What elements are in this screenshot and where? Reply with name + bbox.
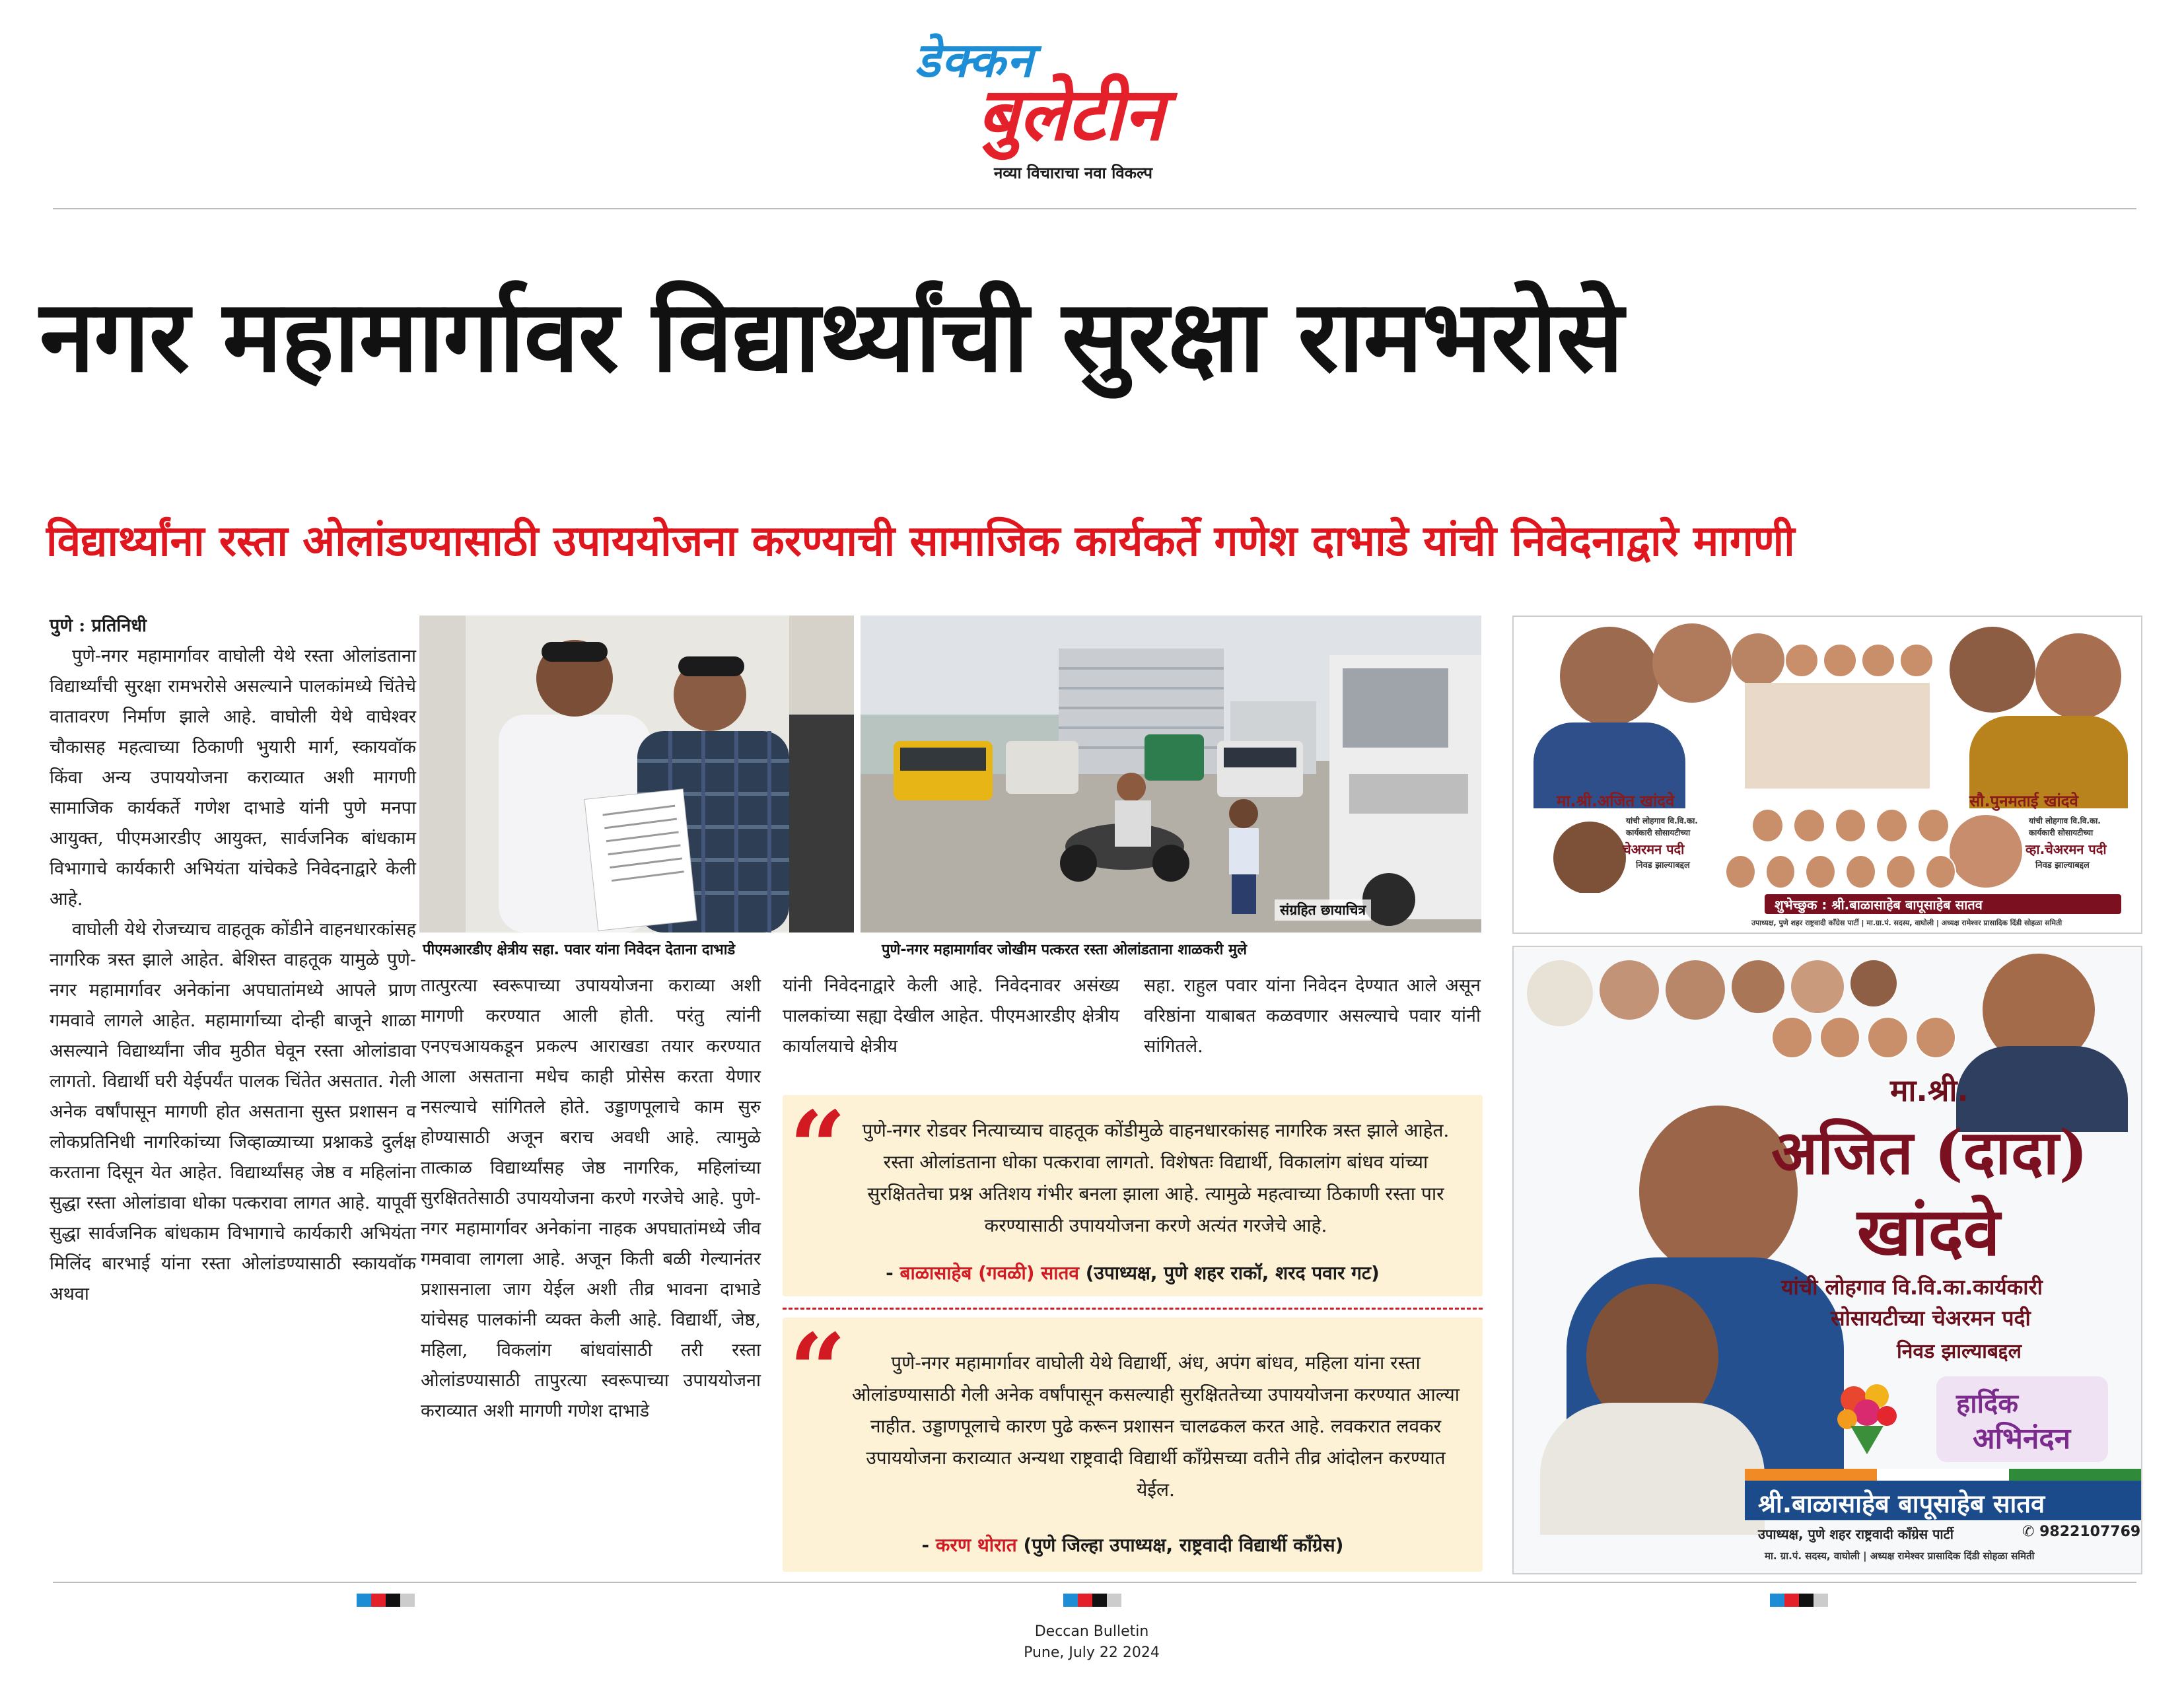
registration-mark [1063,1594,1121,1607]
ad1-greeting: शुभेच्छुक : श्री.बाळासाहेब बापूसाहेब सातव [1775,897,1983,913]
ad1-line-right-2: कार्यकारी सोसायटीच्या [2029,828,2094,837]
footer-paper-name: Deccan Bulletin [1034,1623,1149,1640]
quote-separator [783,1308,1483,1310]
article-column-3 [783,971,1119,1062]
quote-1-attribution [783,1260,1483,1285]
ad2-sponsor-role: उपाध्यक्ष, पुणे शहर राष्ट्रवादी काँग्रेस पार्टी [1758,1526,1954,1542]
logo-line1: डेक्कन [915,32,1035,88]
top-divider [53,208,2136,209]
article-paragraph: तात्पुरत्या स्वरूपाच्या उपाययोजना कराव्या अशी मागणी करण्यात आली होती. परंतु त्यांनी एनएचआयकडून प्रकल्प आराखडा तयार करण्यात आला असताना मधेच काही प्रोसेस करता येणार नसल्याचे सांगितले होते. उड्डाणपूलाचे काम सुरु होण्यासाठी अजून बराच अवधी आहे. त्यामुळे तात्काळ विद्यार्थ्यांसह जेष्ठ नागरिक, महिलांच्या सुरक्षिततेसाठी उपाययोजना करणे गरजेचे आहे. पुणे-नगर महामार्गावर अनेकांना नाहक अपघातांमध्ये जीव गमवावा लागला आहे. अजून किती बळी गेल्यानंतर प्रशासनाला जाग येईल अशी तीव्र भावना दाभाडे यांचेसह पालकांनी व्यक्त केली आहे. विद्यार्थी, जेष्ठ, महिला, विकलांग बांधवांसाठी तरी रस्ता ओलांडण्यासाठी तापुरत्या स्वरूपाच्या उपाययोजना कराव्यात अशी मागणी गणेश दाभाडे [421,975,761,1421]
ad2-phone: 9822107769 [2039,1524,2141,1540]
ad1-mini-portrait [1917,808,1950,843]
ad1-mini-portrait [1725,855,1756,889]
ad2-phone-row [2022,1524,2140,1540]
ad2-sponsor: श्री.बाळासाहेब बापूसाहेब सातव [1758,1489,2045,1518]
quote-mark-icon: “ [789,1090,847,1206]
ad1-mini-portrait [1925,855,1956,889]
headline: नगर महामार्गावर विद्यार्थ्यांची सुरक्षा रामभरोसे [40,279,1623,394]
ad1-post-right: व्हा.चेअरमन पदी [2025,841,2107,857]
ad1-committee-row [1751,808,1950,848]
footer-date: Pune, July 22 2024 [1024,1644,1160,1661]
ad2-leader-portrait [1791,960,1844,1013]
ad2-mini-portrait [1771,1016,1813,1059]
ad2-leader-portrait [1600,960,1659,1020]
ad1-portrait [1652,623,1732,703]
ad1-sub-left: निवड झाल्याबद्दल [1636,861,1690,870]
quote-mark-icon: “ [789,1312,847,1428]
ad2-badge-line2: अभिनंदन [1973,1422,2071,1456]
ad2-name-line2: खांदवे [1857,1193,2000,1271]
ad1-portrait [2035,633,2121,719]
ad1-mini-portrait [1845,855,1876,889]
article-column-1 [50,611,416,1310]
quote-2-role: (पुणे जिल्हा उपाध्यक्ष, राष्ट्रवादी विद्यार्थी काँग्रेस) [1023,1534,1344,1556]
ad1-footer: उपाध्यक्ष, पुणे शहर राष्ट्रवादी काँग्रेस पार्टी | मा.ग्रा.पं. सदस्य, वाघोली | अध्यक्ष रामेश्वर प्रासादिक दिंडी सोहळा समिती [1751,919,2062,927]
ad1-footer-band [1514,893,2141,931]
ad2-line3: निवड झाल्याबद्दल [1897,1340,2022,1363]
ad1-portrait [1950,815,2022,888]
phone-icon: ✆ [2022,1524,2035,1540]
quote-1-text: पुणे-नगर रोडवर नित्याच्याच वाहतूक कोंडीमुळे वाहनधारकांसह नागरिक त्रस्त झाले आहेत. रस्ता ओलांडताना धोका पत्करावा लागतो. विशेषतः विद्यार्थी, विकालांग बांधव यांच्या सुरक्षिततेचा प्रश्न अतिशय गंभीर बनला झाला आहे. त्यामुळे महत्वाच्या ठिकाणी रस्ता पार करण्यासाठी उपाययोजना करणे अत्यंत गरजेचे आहे. [862,1119,1450,1236]
masthead-logo [898,26,1268,185]
ad-congratulations-1 [1512,616,2142,934]
ad1-name-right: सौ.पुनमताई खांदवे [1969,792,2078,810]
ad1-sub-right: निवड झाल्याबद्दल [2035,861,2090,870]
article-column-4 [1144,971,1481,1062]
ad1-mini-portrait [1805,855,1836,889]
ad2-line2: सोसायटीच्या चेअरमन पदी [1831,1306,2031,1331]
ad2-footer: मा. ग्रा.पं. सदस्य, वाघोली | अध्यक्ष रामेश्वर प्रासादिक दिंडी सोहळा समिती [1765,1550,2035,1562]
ad2-leader-portrait [1732,960,1784,1013]
ad1-mini-portrait [1823,643,1857,678]
photo1-caption: पीएमआरडीए क्षेत्रीय सहा. पवार यांना निवेदन देताना दाभाडे [423,942,736,958]
quote-2-text: पुणे-नगर महामार्गावर वाघोली येथे विद्यार्थी, अंध, अपंग बांधव, महिला यांना रस्ता ओलांडण्यासाठी गेली अनेक वर्षांपासून कसल्याही सुरक्षिततेच्या उपाययोजना करण्यात आल्या नाहीत. उड्डाणपूलाचे कारण पुढे करून प्रशासन चालढकल करत आहे. लवकरात लवकर उपाययोजना कराव्यात अन्यथा राष्ट्रवादी विद्यार्थी काँग्रेसच्या वतीने तीव्र आंदोलन करण्यात येईल. [851,1352,1460,1500]
registration-mark [1770,1594,1828,1607]
ad2-honorific: मा.श्री. [1890,1073,1969,1108]
ad2-leader-portrait [1527,960,1593,1026]
quote-1-dash: - [886,1262,900,1284]
ad2-badge-line1: हार्दिक [1956,1389,2018,1419]
ad2-line1: यांची लोहगाव वि.वि.का.कार्यकारी [1781,1275,2043,1300]
ad1-portrait [1950,627,2035,713]
ad1-mini-portrait [1765,855,1796,889]
ad-congratulations-2 [1512,946,2142,1574]
ad1-portrait [1553,822,1626,894]
ad1-portrait [1732,633,1784,686]
quote-box-1 [783,1090,1483,1296]
ad1-mini-portrait [1861,643,1895,678]
ad2-leader-portrait [1666,960,1725,1020]
registration-mark [357,1594,415,1607]
logo-line2: बुलेटीन [977,72,1164,157]
bouquet-icon [1831,1376,1903,1456]
article-paragraph: पुणे-नगर महामार्गावर वाघोली येथे रस्ता ओलांडताना विद्यार्थ्यांची सुरक्षा रामभरोसे असल्याने पालकांमध्ये चिंतेचे वातावरण निर्माण झाले आहे. वाघोली येथे वाघेश्वर चौकासह महत्वाच्या ठिकाणी भुयारी मार्ग, स्कायवॉक किंवा अन्य उपाययोजना कराव्यात अशी मागणी सामाजिक कार्यकर्ते गणेश दाभाडे यांनी पुणे मनपा आयुक्त, पीएमआरडीए आयुक्त, सार्वजनिक बांधकाम विभागाचे कार्यकारी अभियंता यांचेकडे निवेदनाद्वारे केली आहे. [50,646,416,909]
article-paragraph: वाघोली येथे रोजच्याच वाहतूक कोंडीने वाहनधारकांसह नागरिक त्रस्त झाले आहेत. बेशिस्त वाहतूक यामुळे पुणे-नगर महामार्गावर अनेकांना अपघातांमध्ये आपले प्राण गमवावे लागले आहेत. महामार्गाच्या दोन्ही बाजूने शाळा असल्याने विद्यार्थ्यांना जीव मुठीत घेवून रस्ता ओलांडावा लागतो. विद्यार्थी घरी येईपर्यंत पालक चिंतेत असतात. गेली अनेक वर्षांपासून मागणी होत असताना सुस्त प्रशासन व लोकप्रतिनिधी नागरिकांच्या जिव्हाळ्याच्या प्रश्नाकडे दुर्लक्ष करताना दिसून येत आहेत. विद्यार्थ्यांसह जेष्ठ व महिलांना सुद्धा रस्ता ओलांडावा धोका पत्करावा लागत आहे. यापूर्वी सुद्धा सार्वजनिक बांधकाम विभागाचे कार्यकारी अभियंता मिलिंद बारभाई यांना रस्ता ओलांडण्यासाठी स्कायवॉक अथवा [50,919,416,1304]
ad2-sponsor-bar [1745,1481,2141,1520]
quote-2-name: करण थोरात [935,1534,1017,1556]
article-paragraph: यांनी निवेदनाद्वारे केली आहे. निवेदनावर असंख्य पालकांच्या सह्या देखील आहेत. पीएमआरडीए क्षेत्रीय कार्यालयाचे क्षेत्रीय [783,975,1119,1057]
ad1-leader-strip [1784,643,1943,676]
ad1-mini-portrait [1784,643,1819,678]
quote-1-name: बाळासाहेब (गवळी) सातव [899,1262,1079,1284]
ad1-group-photo [1745,683,1930,789]
quote-box-2 [783,1312,1483,1572]
ad2-mini-portrait [1915,1016,1957,1059]
photo2-caption: पुणे-नगर महामार्गावर जोखीम पत्करत रस्ता ओलांडताना शाळकरी मुले [882,942,1248,958]
ad1-portrait [1560,627,1659,726]
ad2-leader-portrait [1850,960,1897,1006]
tricolor-strip [1745,1469,2141,1482]
ad1-line-left-1: यांची लोहगाव वि.वि.का. [1626,816,1698,826]
ad1-mini-portrait [1751,808,1784,843]
article-paragraph: सहा. राहुल पवार यांना निवेदन देण्यात आले असून वरिष्ठांना याबाबत कळवणार असल्याचे पवार यांनी सांगितले. [1144,975,1481,1057]
photo-highway-crossing [861,616,1481,933]
photo2-credit: संग्रहित छायाचित्र [1275,899,1371,921]
ad1-name-left: मा.श्री.अजित खांदवे [1557,792,1675,810]
dateline: पुणे : प्रतिनिधी [50,616,147,636]
quote-2-dash: - [921,1534,936,1556]
ad2-greeting-badge [1936,1376,2108,1462]
photo-memorandum-handover [419,616,854,933]
ad1-line-left-2: कार्यकारी सोसायटीच्या [1626,828,1691,837]
ad2-name-line1: अजित (दादा) [1771,1117,2088,1188]
ad2-leaders-row-2 [1771,1016,1956,1069]
ad1-post-left: चेअरमन पदी [1623,841,1685,857]
ad1-mini-portrait [1899,643,1934,678]
article-column-2 [421,971,761,1426]
quote-2-attribution [783,1532,1483,1557]
ad1-mini-portrait [1876,808,1908,843]
ad1-mini-portrait [1885,855,1917,889]
quote-1-role: (उपाध्यक्ष, पुणे शहर राकॉ, शरद पवार गट) [1085,1262,1380,1284]
logo-tagline: नव्या विचाराचा नवा विकल्प [994,164,1153,182]
subheadline: विद्यार्थ्यांना रस्ता ओलांडण्यासाठी उपाययोजना करण्याची सामाजिक कार्यकर्ते गणेश दाभाडे यांची निवेदनाद्वारे मागणी [46,517,1795,566]
ad1-mini-portrait [1835,808,1867,843]
ad1-committee-row [1725,855,1956,894]
ad2-second-figure [1540,1403,1765,1535]
ad2-mini-portrait [1819,1016,1861,1059]
ad1-mini-portrait [1793,808,1825,843]
ad1-line-right-1: यांची लोहगाव वि.वि.का. [2029,816,2101,826]
ad2-mini-portrait [1867,1016,1909,1059]
bottom-divider [53,1582,2136,1583]
